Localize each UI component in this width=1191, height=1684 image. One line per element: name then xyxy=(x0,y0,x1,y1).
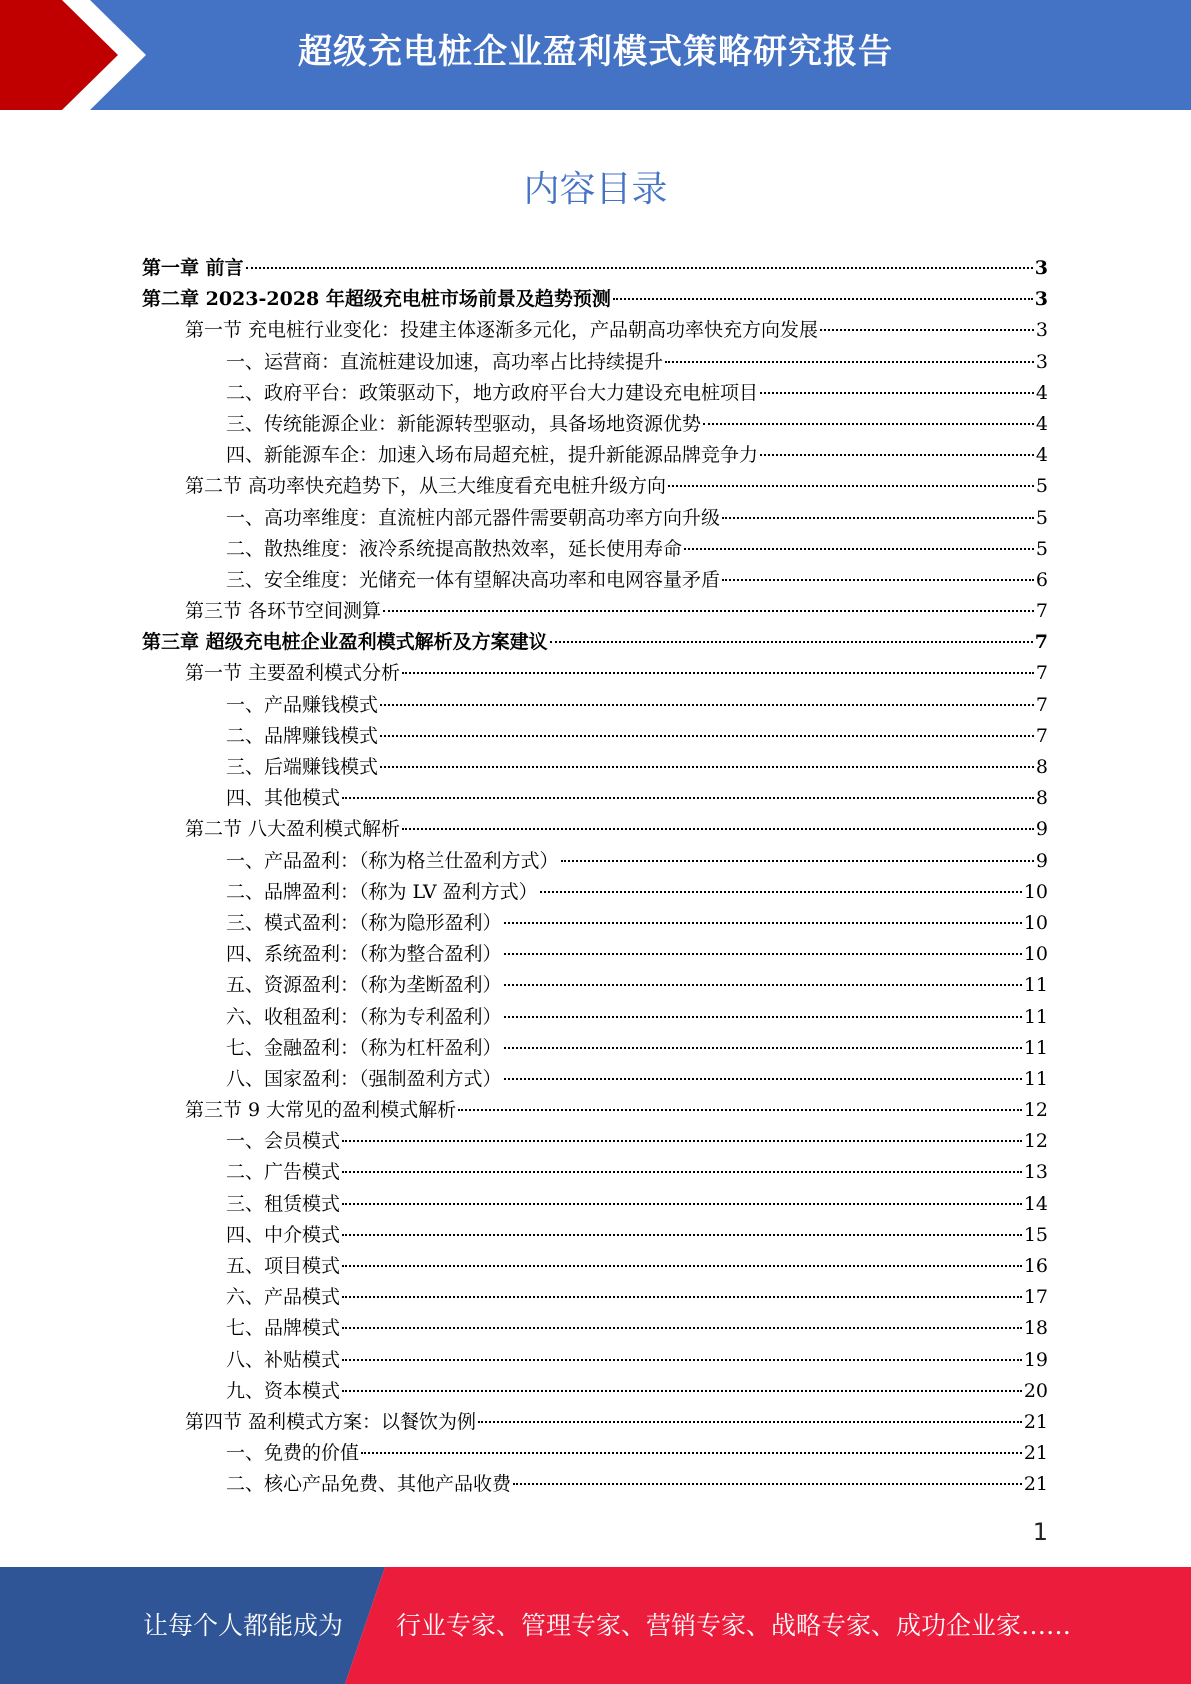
toc-entry-page: 14 xyxy=(1023,1192,1048,1215)
toc-entry[interactable] xyxy=(142,596,1048,627)
toc-entry[interactable] xyxy=(142,877,1048,908)
toc-entry-page: 6 xyxy=(1035,568,1048,591)
toc-entry[interactable] xyxy=(142,752,1048,783)
toc-dot-leader xyxy=(504,1047,1022,1049)
toc-dot-leader xyxy=(342,1203,1022,1205)
toc-dot-leader xyxy=(613,298,1033,300)
toc-entry[interactable] xyxy=(142,1126,1048,1157)
toc-entry-text: 四、新能源车企：加速入场布局超充桩，提升新能源品牌竞争力 xyxy=(226,444,759,467)
toc-entry-page: 3 xyxy=(1035,319,1048,342)
report-title: 超级充电桩企业盈利模式策略研究报告 xyxy=(298,32,893,72)
toc-entry-page: 10 xyxy=(1023,943,1048,966)
toc-entry-text: 一、高功率维度：直流桩内部元器件需要朝高功率方向升级 xyxy=(226,506,721,529)
toc-entry-text: 八、补贴模式 xyxy=(226,1348,341,1371)
toc-entry-text: 第一章 前言 xyxy=(142,257,244,279)
toc-entry-text: 六、产品模式 xyxy=(226,1286,341,1309)
toc-entry-text: 一、产品赚钱模式 xyxy=(226,693,379,716)
toc-dot-leader xyxy=(402,672,1034,674)
toc-entry-page: 8 xyxy=(1035,787,1048,810)
toc-entry[interactable] xyxy=(142,1033,1048,1064)
toc-dot-leader xyxy=(342,1359,1022,1361)
toc-entry-text: 二、散热维度：液冷系统提高散热效率，延长使用寿命 xyxy=(226,537,683,560)
toc-entry-text: 第三节 各环节空间测算 xyxy=(185,600,382,623)
toc-dot-leader xyxy=(478,1421,1022,1423)
toc-entry[interactable] xyxy=(142,1220,1048,1251)
toc-entry-text: 第二节 八大盈利模式解析 xyxy=(185,818,401,841)
toc-entry-page: 19 xyxy=(1023,1348,1048,1371)
toc-entry-page: 10 xyxy=(1023,880,1048,903)
toc-entry[interactable] xyxy=(142,783,1048,814)
toc-entry[interactable] xyxy=(142,1002,1048,1033)
toc-dot-leader xyxy=(342,797,1034,799)
toc-entry-page: 11 xyxy=(1023,1005,1048,1028)
toc-dot-leader xyxy=(380,735,1034,737)
toc-entry-page: 10 xyxy=(1023,911,1048,934)
toc-entry-page: 11 xyxy=(1023,974,1048,997)
toc-entry-text: 六、收租盈利：（称为专利盈利） xyxy=(226,1005,502,1028)
toc-entry[interactable] xyxy=(142,1407,1048,1438)
toc-entry-text: 二、品牌盈利：（称为 LV 盈利方式） xyxy=(226,880,538,903)
toc-entry[interactable] xyxy=(142,1157,1048,1188)
toc-entry-text: 一、运营商：直流桩建设加速，高功率占比持续提升 xyxy=(226,350,664,373)
toc-entry-text: 四、中介模式 xyxy=(226,1223,341,1246)
toc-entry[interactable] xyxy=(142,970,1048,1001)
toc-dot-leader xyxy=(668,485,1034,487)
toc-entry-text: 二、品牌赚钱模式 xyxy=(226,724,379,747)
toc-dot-leader xyxy=(402,828,1034,830)
toc-entry[interactable] xyxy=(142,1313,1048,1344)
toc-dot-leader xyxy=(703,423,1034,425)
toc-entry-page: 3 xyxy=(1035,350,1048,373)
toc-entry-page: 4 xyxy=(1035,444,1048,467)
toc-entry[interactable] xyxy=(142,690,1048,721)
toc-entry-text: 三、租赁模式 xyxy=(226,1192,341,1215)
toc-dot-leader xyxy=(760,454,1034,456)
page-footer xyxy=(0,1567,1191,1684)
toc-entry-text: 三、安全维度：光储充一体有望解决高功率和电网容量矛盾 xyxy=(226,568,721,591)
toc-entry-text: 第三节 9 大常见的盈利模式解析 xyxy=(185,1099,457,1122)
toc-entry-text: 第四节 盈利模式方案：以餐饮为例 xyxy=(185,1410,477,1433)
toc-entry[interactable] xyxy=(142,409,1048,440)
toc-entry-page: 9 xyxy=(1035,818,1048,841)
toc-entry-page: 18 xyxy=(1023,1317,1048,1340)
toc-entry-text: 三、传统能源企业：新能源转型驱动，具备场地资源优势 xyxy=(226,412,702,435)
toc-dot-leader xyxy=(665,361,1034,363)
toc-entry[interactable] xyxy=(142,1376,1048,1407)
toc-entry-page: 4 xyxy=(1035,412,1048,435)
toc-entry-page: 7 xyxy=(1035,724,1048,747)
toc-dot-leader xyxy=(342,1296,1022,1298)
toc-entry-text: 二、核心产品免费、其他产品收费 xyxy=(226,1473,512,1496)
toc-dot-leader xyxy=(820,329,1034,331)
toc-dot-leader xyxy=(722,579,1034,581)
toc-entry[interactable] xyxy=(142,440,1048,471)
toc-entry[interactable] xyxy=(142,1064,1048,1095)
toc-entry-page: 4 xyxy=(1035,381,1048,404)
toc-dot-leader xyxy=(342,1390,1022,1392)
toc-entry-page: 7 xyxy=(1034,631,1048,654)
toc-dot-leader xyxy=(722,517,1034,519)
toc-title: 内容目录 xyxy=(523,169,668,210)
toc-entry-page: 5 xyxy=(1035,506,1048,529)
toc-entry-page: 13 xyxy=(1023,1161,1048,1184)
toc-entry[interactable] xyxy=(142,315,1048,346)
toc-entry[interactable] xyxy=(142,627,1048,658)
toc-entry-text: 四、其他模式 xyxy=(226,787,341,810)
toc-entry[interactable] xyxy=(142,908,1048,939)
toc-dot-leader xyxy=(342,1327,1022,1329)
toc-entry-text: 八、国家盈利：（强制盈利方式） xyxy=(226,1067,502,1090)
toc-entry-text: 三、模式盈利：（称为隐形盈利） xyxy=(226,911,502,934)
toc-entry[interactable] xyxy=(142,721,1048,752)
toc-entry[interactable] xyxy=(142,347,1048,378)
toc-entry-page: 21 xyxy=(1023,1473,1048,1496)
toc-entry[interactable] xyxy=(142,1345,1048,1376)
footer-slogan-left: 让每个人都能成为 xyxy=(143,1611,344,1640)
toc-entry-page: 5 xyxy=(1035,537,1048,560)
toc-entry-page: 3 xyxy=(1034,257,1048,279)
toc-entry[interactable] xyxy=(142,1438,1048,1469)
toc-entry-text: 二、广告模式 xyxy=(226,1161,341,1184)
toc-dot-leader xyxy=(684,548,1034,550)
toc-entry[interactable] xyxy=(142,658,1048,689)
toc-entry-text: 七、品牌模式 xyxy=(226,1317,341,1340)
toc-entry[interactable] xyxy=(142,846,1048,877)
toc-entry-page: 3 xyxy=(1034,288,1048,311)
toc-entry-page: 16 xyxy=(1023,1255,1048,1277)
toc-entry-text: 第二章 2023-2028 年超级充电桩市场前景及趋势预测 xyxy=(142,288,611,311)
toc-entry-text: 一、产品盈利：（称为格兰仕盈利方式） xyxy=(226,849,559,872)
toc-entry-text: 第三章 超级充电桩企业盈利模式解析及方案建议 xyxy=(142,631,548,654)
toc-entry-text: 第一节 主要盈利模式分析 xyxy=(185,662,401,685)
toc-entry-page: 17 xyxy=(1023,1286,1048,1309)
toc-entry-page: 21 xyxy=(1023,1442,1048,1465)
toc-dot-leader xyxy=(540,891,1022,893)
toc-dot-leader xyxy=(342,1265,1022,1267)
toc-dot-leader xyxy=(504,984,1022,986)
toc-entry-text: 七、金融盈利：（称为杠杆盈利） xyxy=(226,1036,502,1059)
toc-entry-page: 12 xyxy=(1023,1099,1048,1122)
toc-entry-page: 11 xyxy=(1023,1067,1048,1090)
toc-dot-leader xyxy=(380,704,1034,706)
toc-entry-text: 三、后端赚钱模式 xyxy=(226,756,379,778)
toc-entry[interactable] xyxy=(142,378,1048,409)
toc-entry-text: 一、会员模式 xyxy=(226,1130,341,1153)
toc-entry-page: 8 xyxy=(1035,756,1048,778)
toc-dot-leader xyxy=(380,766,1034,768)
toc-entry[interactable] xyxy=(142,284,1048,315)
toc-dot-leader xyxy=(760,392,1034,394)
page-header xyxy=(0,0,1191,110)
toc-entry[interactable] xyxy=(142,1282,1048,1313)
toc-dot-leader xyxy=(504,1016,1022,1018)
toc-dot-leader xyxy=(361,1452,1022,1454)
toc-entry-text: 二、政府平台：政策驱动下，地方政府平台大力建设充电桩项目 xyxy=(226,381,759,404)
toc-entry-text: 第一节 充电桩行业变化：投建主体逐渐多元化，产品朝高功率快充方向发展 xyxy=(185,319,819,342)
toc-entry-text: 九、资本模式 xyxy=(226,1379,341,1402)
toc-dot-leader xyxy=(342,1234,1022,1236)
toc-dot-leader xyxy=(458,1109,1022,1111)
toc-entry-page: 7 xyxy=(1035,693,1048,716)
toc-entry[interactable] xyxy=(142,1469,1048,1500)
toc-entry-text: 五、项目模式 xyxy=(226,1255,341,1277)
toc-entry[interactable] xyxy=(142,1189,1048,1220)
toc-dot-leader xyxy=(246,267,1033,269)
toc-dot-leader xyxy=(504,1078,1022,1080)
toc-entry[interactable] xyxy=(142,939,1048,970)
toc-entry-text: 一、免费的价值 xyxy=(226,1442,360,1465)
toc-dot-leader xyxy=(561,860,1034,862)
toc-entry-page: 11 xyxy=(1023,1036,1048,1059)
toc-entry-page: 7 xyxy=(1035,662,1048,685)
toc-entry-text: 第二节 高功率快充趋势下，从三大维度看充电桩升级方向 xyxy=(185,475,667,498)
toc-dot-leader xyxy=(342,1140,1022,1142)
toc-entry[interactable] xyxy=(142,471,1048,502)
toc-entry[interactable] xyxy=(142,1251,1048,1282)
toc-dot-leader xyxy=(550,641,1033,643)
toc-entry[interactable] xyxy=(142,1095,1048,1126)
toc-dot-leader xyxy=(504,922,1022,924)
toc-dot-leader xyxy=(504,953,1022,955)
toc-entry[interactable] xyxy=(142,814,1048,845)
toc-entry-page: 9 xyxy=(1035,849,1048,872)
toc-entry-text: 四、系统盈利：（称为整合盈利） xyxy=(226,943,502,966)
toc-entry-page: 20 xyxy=(1023,1379,1048,1402)
toc-entry-page: 5 xyxy=(1035,475,1048,498)
page-number: 1 xyxy=(1032,1518,1048,1546)
toc-dot-leader xyxy=(342,1171,1022,1173)
table-of-contents xyxy=(142,253,1048,1501)
toc-entry-page: 12 xyxy=(1023,1130,1048,1153)
toc-entry-page: 7 xyxy=(1035,600,1048,623)
toc-dot-leader xyxy=(513,1483,1022,1485)
footer-slogan-right: 行业专家、管理专家、营销专家、战略专家、成功企业家…… xyxy=(396,1611,1072,1640)
toc-entry-page: 15 xyxy=(1023,1223,1048,1246)
toc-entry[interactable] xyxy=(142,503,1048,534)
toc-entry[interactable] xyxy=(142,565,1048,596)
toc-dot-leader xyxy=(383,610,1034,612)
toc-entry[interactable] xyxy=(142,253,1048,284)
toc-entry[interactable] xyxy=(142,534,1048,565)
toc-entry-page: 21 xyxy=(1023,1410,1048,1433)
toc-entry-text: 五、资源盈利：（称为垄断盈利） xyxy=(226,974,502,997)
